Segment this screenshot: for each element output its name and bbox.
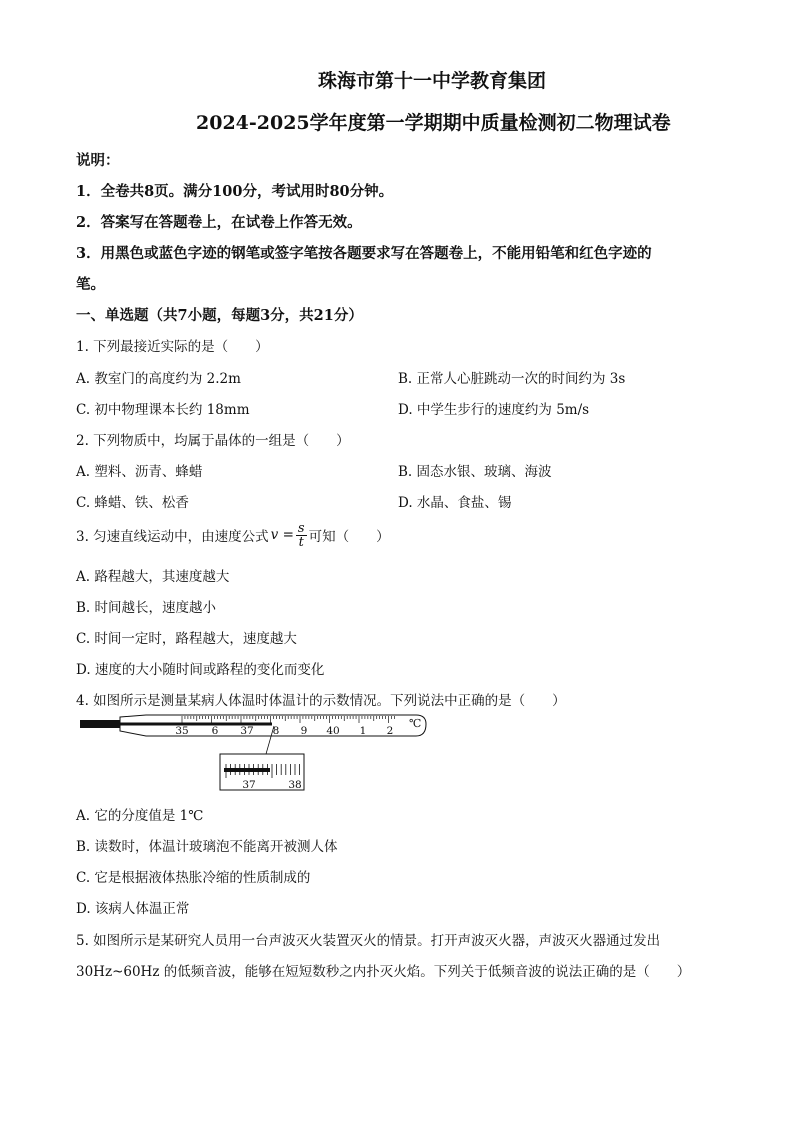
- speed-formula-lhs: v =: [270, 527, 294, 543]
- question-5-stem-line: 5. 如图所示是某研究人员用一台声波灭火装置灭火的情景。打开声波灭火器，声波灭火器通过发出: [76, 933, 661, 949]
- question-5-stem-line: 30Hz~60Hz 的低频音波，能够在短短数秒之内扑灭火焰。下列关于低频音波的说法正确的是（ ）: [76, 964, 691, 980]
- instruction-item: 笔。: [76, 276, 105, 293]
- question-1-option-a: A. 教室门的高度约为 2.2m: [76, 371, 241, 387]
- instruction-item: 1．全卷共8页。满分100分，考试用时80分钟。: [76, 183, 394, 200]
- question-4-option-d: D. 该病人体温正常: [76, 901, 190, 917]
- question-4-option-b: B. 读数时，体温计玻璃泡不能离开被测人体: [76, 839, 338, 855]
- thermometer-scale: [182, 716, 394, 723]
- question-1-stem: 1. 下列最接近实际的是（ ）: [76, 339, 269, 355]
- unit-label: ℃: [409, 717, 422, 730]
- zoom-label: 38: [288, 779, 302, 791]
- scale-label: 2: [386, 725, 394, 737]
- question-1-option-d: D. 中学生步行的速度约为 5m/s: [398, 402, 590, 418]
- school-name: 珠海市第十一中学教育集团: [318, 70, 547, 92]
- question-3-stem: [76, 518, 390, 552]
- exam-title: 2024-2025学年度第一学期期中质量检测初二物理试卷: [196, 112, 671, 134]
- speed-formula-fraction: [296, 522, 307, 549]
- thermometer-figure: [76, 712, 436, 794]
- scale-label: 8: [272, 725, 280, 737]
- speed-formula-numerator: s: [297, 520, 305, 536]
- speed-formula-denominator: t: [298, 534, 304, 550]
- scale-label: 6: [211, 725, 219, 737]
- zoom-pointer: [266, 726, 274, 754]
- question-2-option-c: C. 蜂蜡、铁、松香: [76, 495, 189, 511]
- question-3-option-b: B. 时间越长，速度越小: [76, 600, 217, 616]
- question-4-option-a: A. 它的分度值是 1℃: [76, 808, 204, 824]
- instruction-item: 3．用黑色或蓝色字迹的钢笔或签字笔按各题要求写在答题卷上，不能用铅笔和红色字迹的: [76, 245, 652, 262]
- question-1-option-b: B. 正常人心脏跳动一次的时间约为 3s: [398, 371, 626, 387]
- section-title: 一、单选题（共7小题，每题3分，共21分）: [76, 307, 363, 324]
- question-3-option-c: C. 时间一定时，路程越大，速度越大: [76, 631, 297, 647]
- question-4-option-c: C. 它是根据液体热胀冷缩的性质制成的: [76, 870, 311, 886]
- scale-labels: [175, 725, 393, 737]
- scale-label: 37: [240, 725, 254, 737]
- scale-label: 9: [300, 725, 308, 737]
- question-3-stem-before: 3. 匀速直线运动中，由速度公式: [76, 529, 269, 545]
- question-3-option-a: A. 路程越大，其速度越大: [76, 569, 230, 585]
- question-2-option-a: A. 塑料、沥青、蜂蜡: [76, 464, 203, 480]
- scale-label: 40: [326, 725, 340, 737]
- scale-label: 1: [359, 725, 367, 737]
- scale-label: 35: [175, 725, 189, 737]
- zoom-label: 37: [242, 779, 256, 791]
- thermometer-bulb: [80, 720, 120, 728]
- instructions-heading: 说明：: [76, 152, 120, 169]
- instruction-item: 2．答案写在答题卷上，在试卷上作答无效。: [76, 214, 362, 231]
- question-3-stem-after: 可知（ ）: [308, 529, 390, 545]
- question-3-option-d: D. 速度的大小随时间或路程的变化而变化: [76, 662, 325, 678]
- question-1-option-c: C. 初中物理课本长约 18mm: [76, 402, 250, 418]
- question-2-stem: 2. 下列物质中，均属于晶体的一组是（ ）: [76, 433, 350, 449]
- question-2-option-b: B. 固态水银、玻璃、海波: [398, 464, 552, 480]
- question-2-option-d: D. 水晶、食盐、锡: [398, 495, 512, 511]
- question-4-stem: 4. 如图所示是测量某病人体温时体温计的示数情况。下列说法中正确的是（ ）: [76, 693, 566, 709]
